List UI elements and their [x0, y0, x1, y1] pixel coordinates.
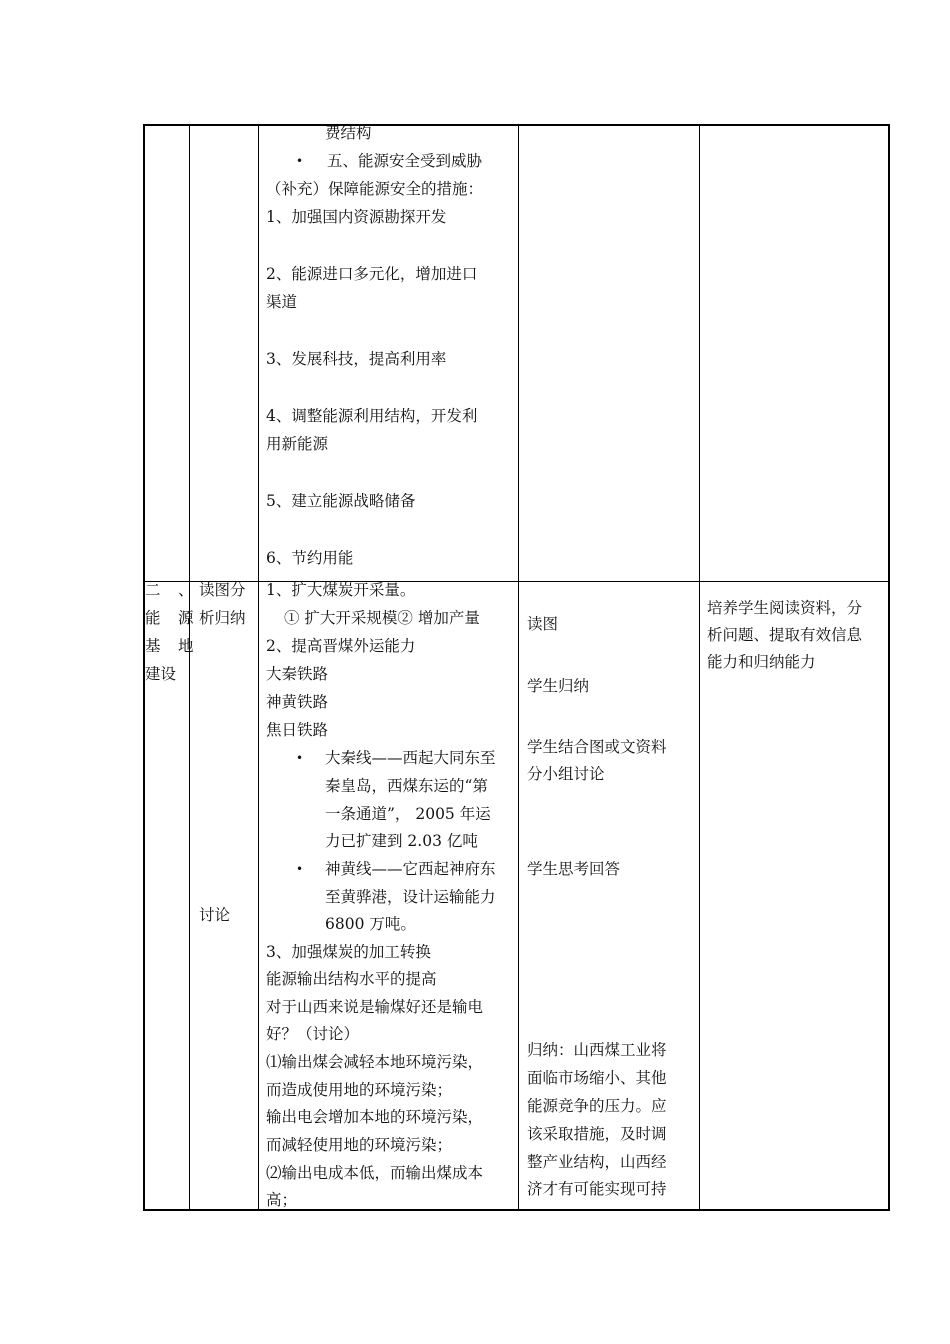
section-title-line: 能 源 — [145, 609, 195, 627]
content-line: 1、扩大煤炭开采量。 — [266, 581, 416, 599]
activity-line: 该采取措施，及时调 — [527, 1125, 667, 1143]
activity-line: 读图 — [527, 615, 559, 633]
content-line: 好？（讨论） — [266, 1025, 360, 1043]
section-title-line: 二 、 — [145, 581, 195, 599]
section-title-line: 建设 — [145, 665, 177, 683]
column-divider-3 — [518, 126, 519, 1209]
bullet-dot: • — [296, 154, 304, 168]
method-line: 读图分 — [199, 581, 246, 599]
activity-line: 学生思考回答 — [527, 860, 621, 878]
section-title-line: 基 地 — [145, 637, 195, 655]
method-line: 讨论 — [199, 906, 231, 924]
activity-line: 面临市场缩小、其他 — [527, 1069, 667, 1087]
column-divider-1 — [189, 126, 190, 1209]
content-line: 1、加强国内资源勘探开发 — [266, 208, 447, 226]
content-line: 神黄线——它西起神府东 — [325, 860, 496, 878]
content-line: ⑵输出电成本低，而输出煤成本 — [266, 1164, 484, 1182]
content-line: 对于山西来说是输煤好还是输电 — [266, 998, 484, 1016]
column-divider-2 — [258, 126, 259, 1209]
content-line: 高； — [266, 1191, 298, 1209]
content-line: 五、能源安全受到威胁 — [327, 152, 483, 170]
content-line: 大秦线——西起大同东至 — [325, 749, 496, 767]
content-line: 2、提高晋煤外运能力 — [266, 637, 416, 655]
content-line: 5、建立能源战略储备 — [266, 492, 416, 510]
content-line: 而造成使用地的环境污染； — [266, 1081, 453, 1099]
content-line: 秦皇岛，西煤东运的“第 — [325, 777, 488, 795]
bullet-dot: • — [296, 862, 304, 876]
content-line: 费结构 — [325, 124, 372, 142]
content-line: 2、能源进口多元化，增加进口 — [266, 265, 478, 283]
content-line: 一条通道”， 2005 年运 — [325, 805, 491, 823]
column-divider-4 — [699, 126, 700, 1209]
content-line: 焦日铁路 — [266, 721, 329, 739]
activity-line: 济才有可能实现可持 — [527, 1180, 667, 1198]
content-line: 力已扩建到 2.03 亿吨 — [325, 832, 478, 850]
content-line: （补充）保障能源安全的措施： — [266, 180, 484, 198]
content-line: 6、节约用能 — [266, 549, 354, 567]
activity-line: 学生结合图或文资料 — [527, 738, 667, 756]
purpose-line: 培养学生阅读资料，分 — [707, 599, 863, 617]
purpose-line: 能力和归纳能力 — [707, 653, 816, 671]
content-line: 3、发展科技，提高利用率 — [266, 350, 447, 368]
activity-line: 能源竞争的压力。应 — [527, 1097, 667, 1115]
content-line: 3、加强煤炭的加工转换 — [266, 943, 431, 961]
content-line: ⑴输出煤会减轻本地环境污染， — [266, 1053, 484, 1071]
content-line: 6800 万吨。 — [325, 915, 416, 933]
content-line: 至黄骅港，设计运输能力 — [325, 888, 496, 906]
content-line: 而减轻使用地的环境污染； — [266, 1136, 453, 1154]
activity-line: 归纳：山西煤工业将 — [527, 1041, 667, 1059]
purpose-line: 析问题、提取有效信息 — [707, 626, 863, 644]
content-line: 输出电会增加本地的环境污染， — [266, 1108, 484, 1126]
content-line: 能源输出结构水平的提高 — [266, 970, 437, 988]
content-line: 神黄铁路 — [266, 693, 329, 711]
content-line: 4、调整能源利用结构，开发利 — [266, 407, 478, 425]
content-line: 大秦铁路 — [266, 665, 329, 683]
activity-line: 分小组讨论 — [527, 765, 605, 783]
method-line: 析归纳 — [199, 609, 246, 627]
bullet-dot: • — [296, 751, 304, 765]
content-line: 用新能源 — [266, 435, 329, 453]
row-divider — [145, 581, 888, 582]
activity-line: 学生归纳 — [527, 677, 590, 695]
activity-line: 整产业结构，山西经 — [527, 1153, 667, 1171]
content-line: ① 扩大开采规模② 增加产量 — [284, 609, 480, 627]
content-line: 渠道 — [266, 293, 298, 311]
